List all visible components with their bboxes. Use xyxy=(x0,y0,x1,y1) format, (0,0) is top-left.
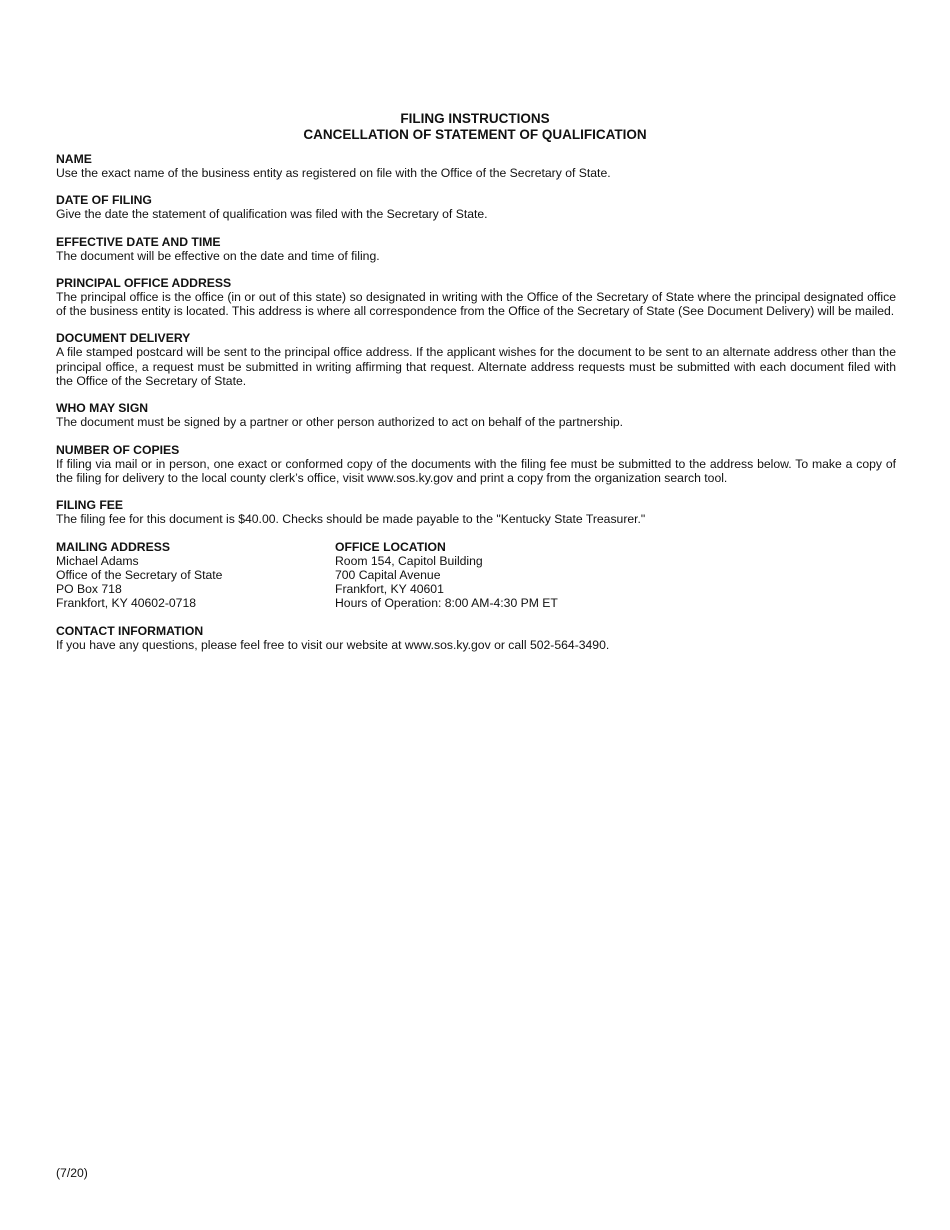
section-heading: PRINCIPAL OFFICE ADDRESS xyxy=(56,275,232,290)
office-location-heading: OFFICE LOCATION xyxy=(335,539,446,554)
mailing-address-line: Frankfort, KY 40602-0718 xyxy=(56,596,197,611)
mailing-address-line: Michael Adams xyxy=(56,553,139,568)
section-heading: DATE OF FILING xyxy=(56,193,152,208)
mailing-address-line: PO Box 718 xyxy=(56,582,122,597)
section-heading: NAME xyxy=(56,152,92,166)
section-principal-office xyxy=(56,276,896,319)
office-location-line: Hours of Operation: 8:00 AM-4:30 PM ET xyxy=(335,596,558,611)
section-heading: FILING FEE xyxy=(56,498,124,513)
title-line-2: CANCELLATION OF STATEMENT OF QUALIFICATION xyxy=(303,127,647,142)
section-text: The filing fee for this document is $40.00. Checks should be made payable to the "Kentucky State Treasurer." xyxy=(56,512,646,527)
section-name xyxy=(56,152,896,180)
office-location xyxy=(335,540,735,611)
page-title xyxy=(0,111,950,143)
section-text: Use the exact name of the business entity as registered on file with the Office of the Secretary of State. xyxy=(56,166,611,180)
section-heading: DOCUMENT DELIVERY xyxy=(56,331,191,346)
mailing-address-line: Office of the Secretary of State xyxy=(56,567,223,582)
address-block xyxy=(56,540,896,611)
office-location-line: Room 154, Capitol Building xyxy=(335,553,483,568)
section-text: The document must be signed by a partner or other person authorized to act on behalf of the partnership. xyxy=(56,415,624,430)
section-who-may-sign xyxy=(56,401,896,429)
section-date-of-filing xyxy=(56,193,896,221)
office-location-line: 700 Capital Avenue xyxy=(335,567,441,582)
mailing-address xyxy=(56,540,335,611)
title-line-1: FILING INSTRUCTIONS xyxy=(400,111,550,126)
office-location-line: Frankfort, KY 40601 xyxy=(335,582,444,597)
section-heading: CONTACT INFORMATION xyxy=(56,623,204,638)
section-heading: WHO MAY SIGN xyxy=(56,401,149,416)
section-heading: EFFECTIVE DATE AND TIME xyxy=(56,234,221,249)
section-text: If you have any questions, please feel free to visit our website at www.sos.ky.gov or call 502-564-3490. xyxy=(56,637,610,652)
section-text: Give the date the statement of qualification was filed with the Secretary of State. xyxy=(56,207,488,222)
section-text: The document will be effective on the date and time of filing. xyxy=(56,248,380,263)
revision-date: (7/20) xyxy=(56,1166,88,1180)
section-filing-fee xyxy=(56,498,896,526)
section-text: The principal office is the office (in or out of this state) so designated in writing with the Office of the Secretary of State where the principal designated office of the business entity is located. This address is where all correspondence from the Office of the Secretary of State (See Document Delivery) will be mailed. xyxy=(56,289,896,319)
mailing-address-heading: MAILING ADDRESS xyxy=(56,539,170,554)
section-heading: NUMBER OF COPIES xyxy=(56,442,180,457)
section-text: If filing via mail or in person, one exact or conformed copy of the documents with the filing fee must be submitted to the address below. To make a copy of the filing for delivery to the local county clerk’s office, visit www.sos.ky.gov and print a copy from the organization search tool. xyxy=(56,456,896,485)
section-text: A file stamped postcard will be sent to the principal office address. If the applicant wishes for the document to be sent to an alternate address other than the principal office, a request must be submitted in writing affirming that request. Alternate address requests must be submitted with each document filed with the Office of the Secretary of State. xyxy=(56,345,896,389)
instructions-body xyxy=(56,152,896,665)
section-number-of-copies xyxy=(56,443,896,486)
section-effective-date xyxy=(56,235,896,263)
section-document-delivery xyxy=(56,331,896,388)
section-contact-information xyxy=(56,624,896,652)
